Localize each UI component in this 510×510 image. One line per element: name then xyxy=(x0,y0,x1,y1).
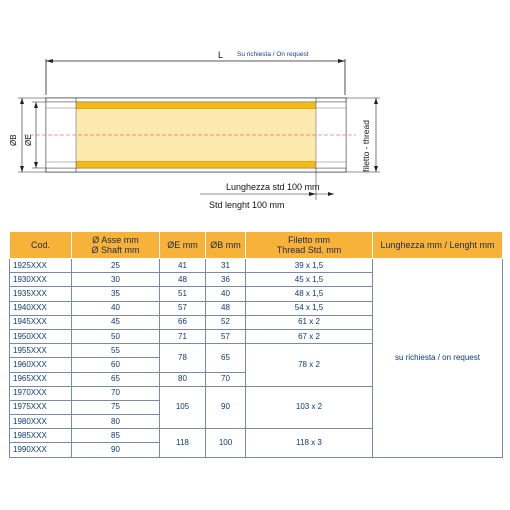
header-thread-it: Filetto mm xyxy=(287,235,330,245)
cell-shaft: 40 xyxy=(72,301,160,315)
cell-b: 52 xyxy=(206,315,246,329)
cell-e: 41 xyxy=(160,259,206,273)
cell-b: 36 xyxy=(206,273,246,287)
cell-e: 71 xyxy=(160,329,206,343)
cell-length: su richiesta / on request xyxy=(373,259,503,458)
cell-thread: 67 x 2 xyxy=(246,329,373,343)
cell-thread: 78 x 2 xyxy=(246,344,373,387)
cell-code: 1985XXX xyxy=(10,429,72,443)
cell-code: 1965XXX xyxy=(10,372,72,386)
cell-shaft: 45 xyxy=(72,315,160,329)
cell-b: 90 xyxy=(206,386,246,429)
cell-code: 1975XXX xyxy=(10,400,72,414)
cell-b: 57 xyxy=(206,329,246,343)
cell-thread: 39 x 1,5 xyxy=(246,259,373,273)
cell-code: 1950XXX xyxy=(10,329,72,343)
header-shaft-en: Ø Shaft mm xyxy=(91,245,140,255)
header-thread xyxy=(246,232,373,259)
cell-e: 57 xyxy=(160,301,206,315)
cell-shaft: 25 xyxy=(72,259,160,273)
cell-thread: 103 x 2 xyxy=(246,386,373,429)
cell-code: 1955XXX xyxy=(10,344,72,358)
std-length-en: Std lenght 100 mm xyxy=(209,200,285,210)
cell-b: 40 xyxy=(206,287,246,301)
cell-b: 65 xyxy=(206,344,246,372)
cell-code: 1970XXX xyxy=(10,386,72,400)
label-diameter-E: ØE xyxy=(24,134,33,146)
cell-b: 70 xyxy=(206,372,246,386)
cell-code: 1980XXX xyxy=(10,415,72,429)
cell-thread: 54 x 1,5 xyxy=(246,301,373,315)
cell-shaft: 75 xyxy=(72,400,160,414)
on-request-note: Su richiesta / On request xyxy=(237,51,309,58)
specification-table xyxy=(9,231,503,458)
cell-b: 48 xyxy=(206,301,246,315)
cell-code: 1935XXX xyxy=(10,287,72,301)
header-length: Lunghezza mm / Lenght mm xyxy=(373,232,503,259)
cell-shaft: 30 xyxy=(72,273,160,287)
cell-code: 1945XXX xyxy=(10,315,72,329)
table-header-row xyxy=(10,232,503,259)
thread-label: filetto - thread xyxy=(361,120,371,172)
std-length-it: Lunghezza std 100 mm xyxy=(226,182,320,192)
header-shaft-it: Ø Asse mm xyxy=(92,235,139,245)
cell-b: 100 xyxy=(206,429,246,457)
cell-e: 48 xyxy=(160,273,206,287)
cell-shaft: 60 xyxy=(72,358,160,372)
cell-shaft: 35 xyxy=(72,287,160,301)
cell-e: 66 xyxy=(160,315,206,329)
label-diameter-B: ØB xyxy=(9,134,18,146)
cell-code: 1960XXX xyxy=(10,358,72,372)
cell-e: 80 xyxy=(160,372,206,386)
cell-thread: 61 x 2 xyxy=(246,315,373,329)
header-e: ØE mm xyxy=(160,232,206,259)
header-code: Cod. xyxy=(10,232,72,259)
header-shaft xyxy=(72,232,160,259)
cell-shaft: 65 xyxy=(72,372,160,386)
cell-thread: 118 x 3 xyxy=(246,429,373,457)
header-thread-en: Thread Std. mm xyxy=(276,245,342,255)
header-b: ØB mm xyxy=(206,232,246,259)
cell-e: 78 xyxy=(160,344,206,372)
cell-code: 1940XXX xyxy=(10,301,72,315)
cell-shaft: 80 xyxy=(72,415,160,429)
cell-code: 1925XXX xyxy=(10,259,72,273)
table-row xyxy=(10,259,503,273)
cell-e: 51 xyxy=(160,287,206,301)
cell-e: 105 xyxy=(160,386,206,429)
cell-thread: 48 x 1,5 xyxy=(246,287,373,301)
cell-shaft: 70 xyxy=(72,386,160,400)
dimension-L: L xyxy=(218,50,224,60)
cell-shaft: 55 xyxy=(72,344,160,358)
cell-code: 1930XXX xyxy=(10,273,72,287)
cell-shaft: 90 xyxy=(72,443,160,457)
cell-shaft: 85 xyxy=(72,429,160,443)
cell-thread: 45 x 1,5 xyxy=(246,273,373,287)
tube-technical-drawing xyxy=(0,0,510,225)
cell-b: 31 xyxy=(206,259,246,273)
cell-code: 1990XXX xyxy=(10,443,72,457)
cell-e: 118 xyxy=(160,429,206,457)
cell-shaft: 50 xyxy=(72,329,160,343)
